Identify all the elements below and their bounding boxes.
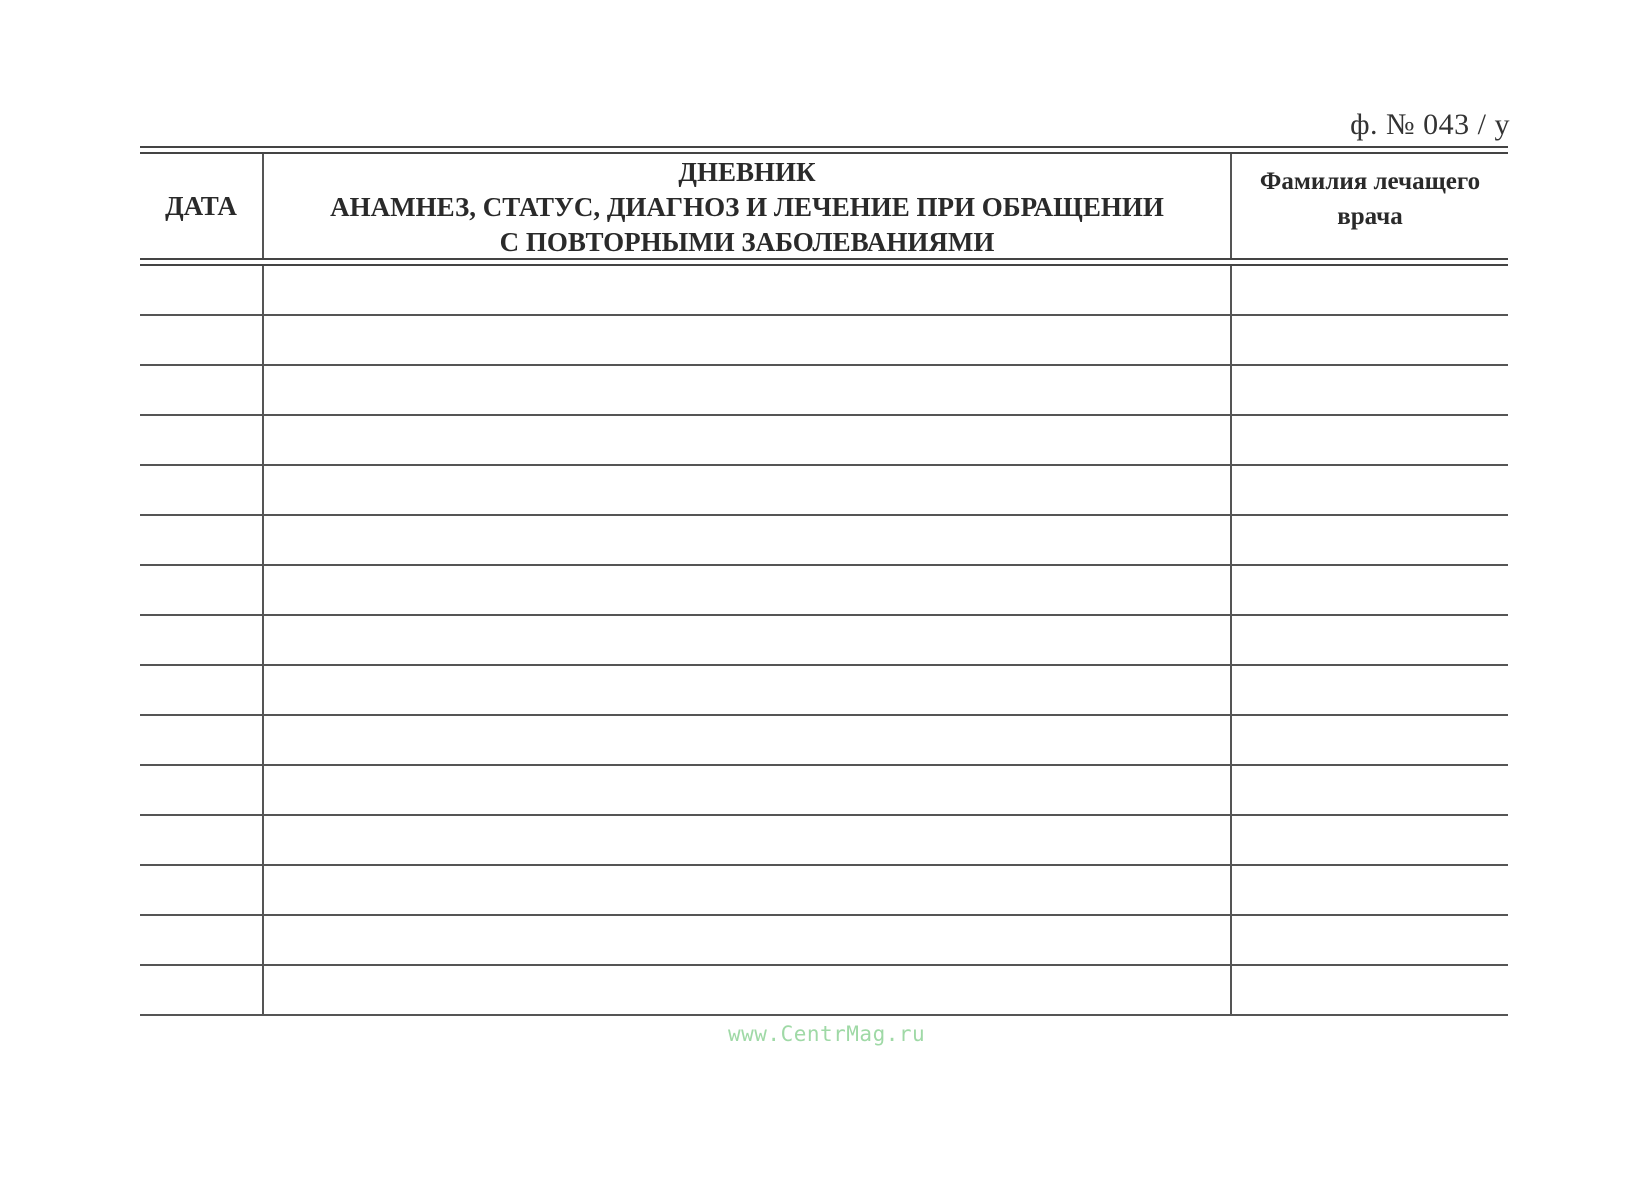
date-cell[interactable] (140, 666, 264, 714)
diary-cell[interactable] (264, 266, 1232, 314)
watermark: www.CentrMag.ru (728, 1022, 926, 1046)
diary-cell[interactable] (264, 966, 1232, 1014)
date-cell[interactable] (140, 266, 264, 314)
table-row (140, 716, 1508, 766)
doctor-cell[interactable] (1232, 466, 1508, 514)
diary-cell[interactable] (264, 816, 1232, 864)
date-cell[interactable] (140, 766, 264, 814)
diary-cell[interactable] (264, 566, 1232, 614)
diary-table (140, 146, 1508, 1016)
table-row (140, 366, 1508, 416)
doctor-cell[interactable] (1232, 266, 1508, 314)
doctor-cell[interactable] (1232, 416, 1508, 464)
table-row (140, 666, 1508, 716)
doctor-cell[interactable] (1232, 866, 1508, 914)
table-row (140, 966, 1508, 1016)
date-cell[interactable] (140, 866, 264, 914)
diary-cell[interactable] (264, 316, 1232, 364)
table-row (140, 316, 1508, 366)
diary-cell[interactable] (264, 516, 1232, 564)
table-row (140, 516, 1508, 566)
header-diary-subtitle-1: АНАМНЕЗ, СТАТУС, ДИАГНОЗ И ЛЕЧЕНИЕ ПРИ ОБРАЩЕНИИ (330, 191, 1164, 222)
form-number: ф. № 043 / у (1350, 108, 1510, 141)
diary-cell[interactable] (264, 866, 1232, 914)
date-cell[interactable] (140, 716, 264, 764)
doctor-cell[interactable] (1232, 666, 1508, 714)
table-row (140, 416, 1508, 466)
header-diary-subtitle-2: С ПОВТОРНЫМИ ЗАБОЛЕВАНИЯМИ (499, 226, 995, 257)
date-cell[interactable] (140, 966, 264, 1014)
table-row (140, 816, 1508, 866)
header-date: ДАТА (140, 154, 264, 258)
header-doctor (1232, 154, 1508, 258)
diary-cell[interactable] (264, 716, 1232, 764)
diary-cell[interactable] (264, 616, 1232, 664)
table-row (140, 466, 1508, 516)
table-row (140, 866, 1508, 916)
date-cell[interactable] (140, 416, 264, 464)
header-diary-title: ДНЕВНИК (678, 156, 816, 187)
doctor-cell[interactable] (1232, 716, 1508, 764)
diary-cell[interactable] (264, 916, 1232, 964)
diary-cell[interactable] (264, 416, 1232, 464)
diary-cell[interactable] (264, 766, 1232, 814)
diary-cell[interactable] (264, 466, 1232, 514)
doctor-cell[interactable] (1232, 916, 1508, 964)
diary-cell[interactable] (264, 666, 1232, 714)
doctor-cell[interactable] (1232, 566, 1508, 614)
doctor-cell[interactable] (1232, 366, 1508, 414)
date-cell[interactable] (140, 316, 264, 364)
table-row (140, 766, 1508, 816)
header-doctor-line-2: врача (1337, 203, 1403, 230)
date-cell[interactable] (140, 916, 264, 964)
header-diary (264, 154, 1232, 258)
date-cell[interactable] (140, 566, 264, 614)
table-row (140, 566, 1508, 616)
table-header (140, 154, 1508, 258)
diary-cell[interactable] (264, 366, 1232, 414)
date-cell[interactable] (140, 616, 264, 664)
table-body (140, 266, 1508, 1016)
date-cell[interactable] (140, 366, 264, 414)
date-cell[interactable] (140, 516, 264, 564)
doctor-cell[interactable] (1232, 516, 1508, 564)
date-cell[interactable] (140, 816, 264, 864)
header-doctor-line-1: Фамилия лечащего (1259, 168, 1481, 195)
doctor-cell[interactable] (1232, 816, 1508, 864)
date-cell[interactable] (140, 466, 264, 514)
table-row (140, 916, 1508, 966)
doctor-cell[interactable] (1232, 766, 1508, 814)
table-top-rule (140, 146, 1508, 154)
doctor-cell[interactable] (1232, 966, 1508, 1014)
doctor-cell[interactable] (1232, 316, 1508, 364)
doctor-cell[interactable] (1232, 616, 1508, 664)
table-row (140, 266, 1508, 316)
table-row (140, 616, 1508, 666)
